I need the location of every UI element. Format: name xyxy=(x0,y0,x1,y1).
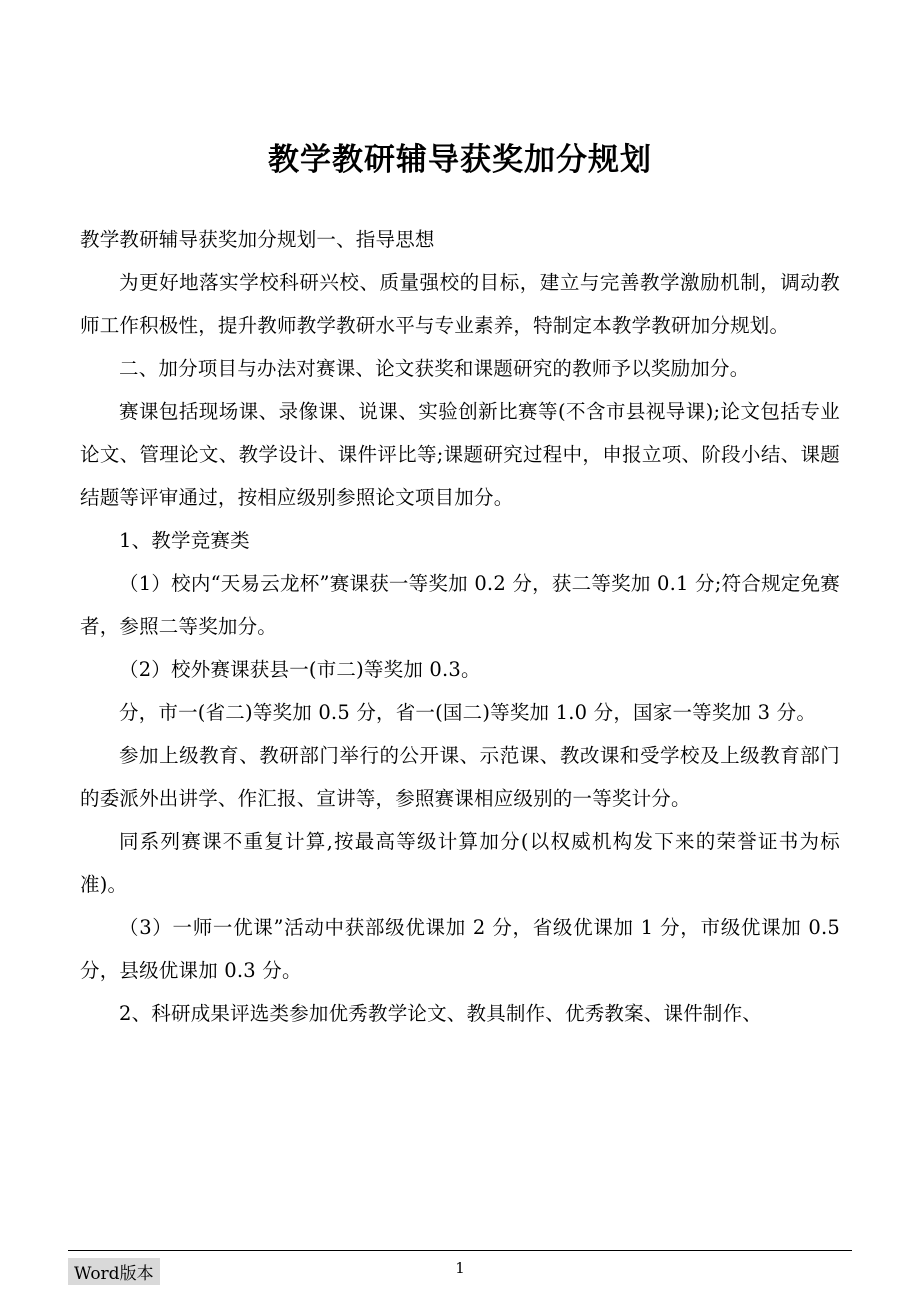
footer-label: Word版本 xyxy=(68,1258,160,1285)
paragraph: （3）一师一优课”活动中获部级优课加 2 分，省级优课加 1 分，市级优课加 0.5 分，县级优课加 0.3 分。 xyxy=(80,916,840,983)
paragraph: 同系列赛课不重复计算,按最高等级计算加分(以权威机构发下来的荣誉证书为标准)。 xyxy=(80,830,840,897)
paragraph: （1）校内“天易云龙杯”赛课获一等奖加 0.2 分，获二等奖加 0.1 分;符合规定免赛者，参照二等奖加分。 xyxy=(80,572,840,639)
paragraph: 2、科研成果评选类参加优秀教学论文、教具制作、优秀教案、课件制作、 xyxy=(119,1002,763,1026)
page-footer xyxy=(0,1250,920,1302)
footer-divider xyxy=(68,1250,852,1251)
paragraph: 分，市一(省二)等奖加 0.5 分，省一(国二)等奖加 1.0 分，国家一等奖加 3 分。 xyxy=(119,701,817,725)
page-number: 1 xyxy=(455,1259,465,1277)
paragraph: 教学教研辅导获奖加分规划一、指导思想 xyxy=(80,228,435,252)
paragraph: 赛课包括现场课、录像课、说课、实验创新比赛等(不含市县视导课);论文包括专业论文、管理论文、教学设计、课件评比等;课题研究过程中，申报立项、阶段小结、课题结题等评审通过，按相应级别参照论文项目加分。 xyxy=(80,400,840,510)
paragraph: 参加上级教育、教研部门举行的公开课、示范课、教改课和受学校及上级教育部门的委派外出讲学、作汇报、宣讲等，参照赛课相应级别的一等奖计分。 xyxy=(80,744,840,811)
paragraph: 二、加分项目与办法对赛课、论文获奖和课题研究的教师予以奖励加分。 xyxy=(119,357,750,381)
paragraph: 为更好地落实学校科研兴校、质量强校的目标，建立与完善教学激励机制，调动教师工作积极性，提升教师教学教研水平与专业素养，特制定本教学教研加分规划。 xyxy=(80,271,840,338)
document-body xyxy=(80,218,840,1035)
page-title: 教学教研辅导获奖加分规划 xyxy=(268,142,652,178)
paragraph: 1、教学竞赛类 xyxy=(119,529,250,553)
paragraph: （2）校外赛课获县一(市二)等奖加 0.3。 xyxy=(119,658,481,682)
